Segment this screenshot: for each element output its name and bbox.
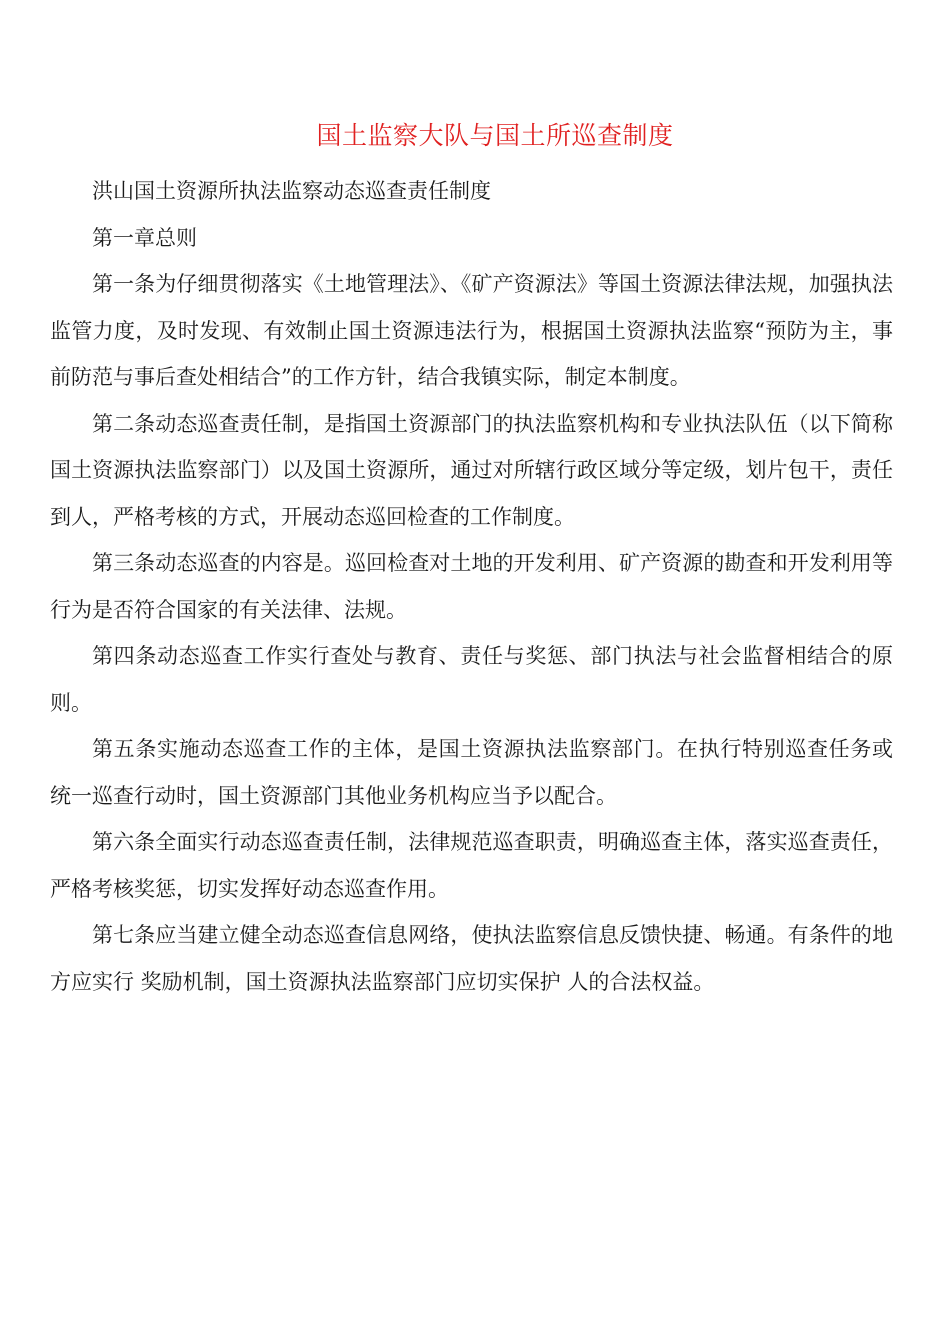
document-body [50, 168, 893, 1005]
article-5-paragraph: 第五条实施动态巡查工作的主体，是国土资源执法监察部门。在执行特别巡查任务或 统一巡查行动时，国土资源部门其他业务机构应当予以配合。 [50, 737, 893, 808]
chapter-heading: 第一章总则 [92, 225, 197, 250]
article-4-paragraph: 第四条动态巡查工作实行查处与教育、责任与奖惩、部门执法与社会监督相结合的原则。 [50, 644, 893, 715]
document-title: 国土监察大队与国土所巡查制度 [316, 121, 674, 150]
article-1-paragraph: 第一条为仔细贯彻落实《土地管理法》、《矿产资源法》等国土资源法律法规，加强执法监管力度，及时发现、有效制止国土资源违法行为，根据国土资源执法监察“预防为主，事前防范与事后查处相结合”的工作方针，结合我镇实际，制定本制度。 [50, 272, 893, 389]
article-2-paragraph: 第二条动态巡查责任制，是指国土资源部门的执法监察机构和专业执法队伍（以下简称国土资源执法监察部门）以及国土资源所，通过对所辖行政区域分等定级，划片包干，责任到人，严格考核的方式，开展动态巡回检查的工作制度。 [50, 411, 893, 529]
subtitle-line: 洪山国土资源所执法监察动态巡查责任制度 [92, 179, 491, 203]
article-3-paragraph: 第三条动态巡查的内容是。巡回检查对土地的开发利用、矿产资源的勘查和开发利用等行为是否符合国家的有关法律、法规。 [50, 551, 893, 622]
article-7-paragraph: 第七条应当建立健全动态巡查信息网络，使执法监察信息反馈快捷、畅通。有条件的地方应实行 奖励机制，国土资源执法监察部门应切实保护 人的合法权益。 [50, 923, 893, 994]
article-6-paragraph: 第六条全面实行动态巡查责任制，法律规范巡查职责，明确巡查主体，落实巡查责任，严格考核奖惩，切实发挥好动态巡查作用。 [50, 830, 893, 901]
